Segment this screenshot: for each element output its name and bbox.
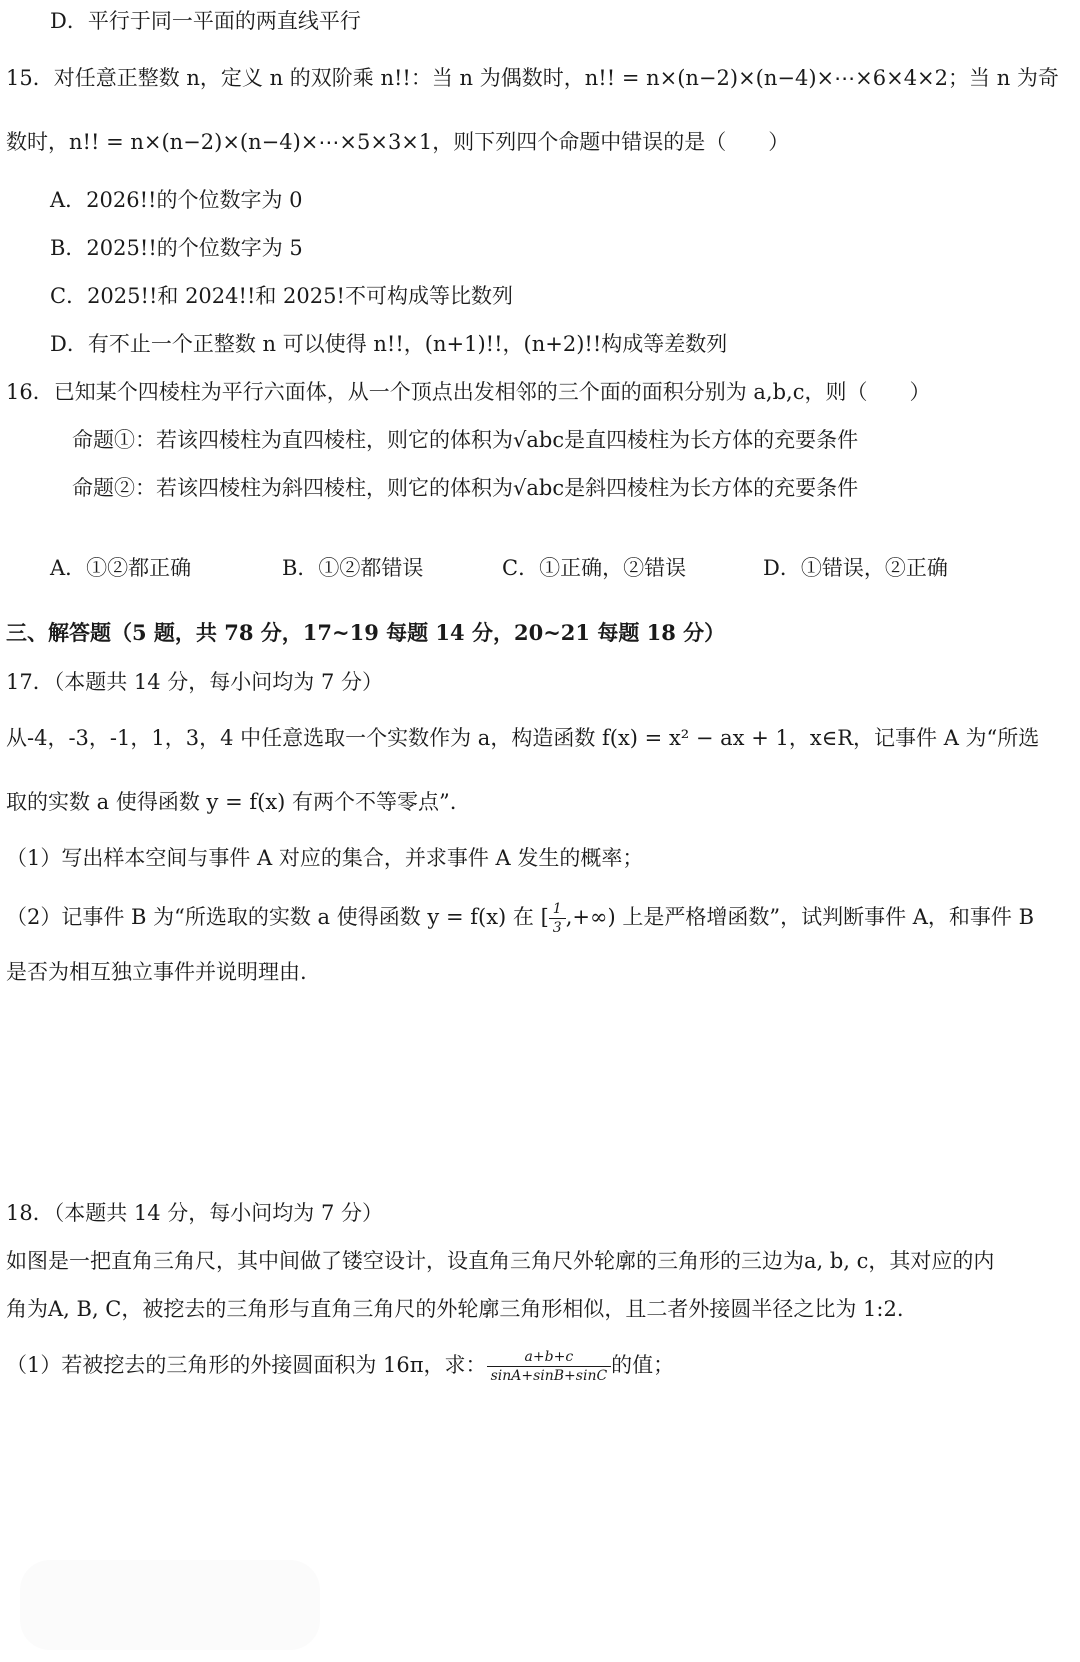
q15-option-d: D．有不止一个正整数 n 可以使得 n!!，(n+1)!!，(n+2)!!构成等差数列 <box>50 332 728 356</box>
q16-option-a: A．①②都正确 <box>50 556 192 580</box>
q15-stem-line2: 数时，n!! = n×(n−2)×(n−4)×⋯×5×3×1，则下列四个命题中错误的是（ ） <box>6 130 790 154</box>
q16-stem: 16．已知某个四棱柱为平行六面体，从一个顶点出发相邻的三个面的面积分别为 a,b,c，则（ ） <box>6 380 931 404</box>
scan-smudge <box>20 1560 320 1650</box>
q17-interval-fraction <box>549 900 566 937</box>
q17-part-1: （1）写出样本空间与事件 A 对应的集合，并求事件 A 发生的概率； <box>6 846 644 870</box>
q17-part-2-text-pre: （2）记事件 B 为“所选取的实数 a 使得函数 y = f(x) 在 [ <box>6 905 549 929</box>
q15-option-a: A．2026!!的个位数字为 0 <box>50 188 303 212</box>
q17-stem-line1: 从-4，-3，-1，1，3，4 中任意选取一个实数作为 a，构造函数 f(x) = x² − ax + 1，x∈R，记事件 A 为“所选 <box>6 726 1040 750</box>
q16-option-b: B．①②都错误 <box>282 556 424 580</box>
q15-option-b: B．2025!!的个位数字为 5 <box>50 236 303 260</box>
q16-proposition-1: 命题①：若该四棱柱为直四棱柱，则它的体积为√abc是直四棱柱为长方体的充要条件 <box>72 428 859 452</box>
q15-option-c: C．2025!!和 2024!!和 2025!不可构成等比数列 <box>50 284 513 308</box>
q17-part-2 <box>6 897 1034 937</box>
q17-stem-line2: 取的实数 a 使得函数 y = f(x) 有两个不等零点”. <box>6 790 457 814</box>
section-3-title: 三、解答题（5 题，共 78 分，17~19 每题 14 分，20~21 每题 18 分） <box>6 620 726 645</box>
q16-option-c: C．①正确，②错误 <box>502 556 687 580</box>
q14-option-d: D．平行于同一平面的两直线平行 <box>50 9 361 33</box>
q17-part-2-text-post: ,+∞) 上是严格增函数”，试判断事件 A，和事件 B <box>565 905 1035 929</box>
q17-part-2-line2: 是否为相互独立事件并说明理由. <box>6 960 307 984</box>
q18-ratio-fraction <box>487 1348 612 1385</box>
q16-options <box>50 553 1050 583</box>
q18-stem-line1: 如图是一把直角三角尺，其中间做了镂空设计，设直角三角尺外轮廓的三角形的三边为a, b, c，其对应的内 <box>6 1249 995 1273</box>
fraction-denominator: 3 <box>549 918 566 937</box>
q16-option-d: D．①错误，②正确 <box>763 556 948 580</box>
q18-part-1-text-pre: （1）若被挖去的三角形的外接圆面积为 16π，求： <box>6 1353 487 1377</box>
fraction-denominator: sinA+sinB+sinC <box>487 1366 612 1385</box>
q15-stem-line1: 15．对任意正整数 n，定义 n 的双阶乘 n!!：当 n 为偶数时，n!! = n×(n−2)×(n−4)×⋯×6×4×2；当 n 为奇 <box>6 66 1059 90</box>
q18-stem-line2: 角为A, B, C，被挖去的三角形与直角三角尺的外轮廓三角形相似，且二者外接圆半径之比为 1:2. <box>6 1297 904 1321</box>
q16-proposition-2: 命题②：若该四棱柱为斜四棱柱，则它的体积为√abc是斜四棱柱为长方体的充要条件 <box>72 476 859 500</box>
q18-part-1-text-post: 的值； <box>611 1353 675 1377</box>
fraction-numerator: 1 <box>552 901 562 917</box>
q18-header: 18．（本题共 14 分，每小问均为 7 分） <box>6 1201 384 1225</box>
q17-header: 17．（本题共 14 分，每小问均为 7 分） <box>6 670 384 694</box>
fraction-numerator: a+b+c <box>524 1349 574 1365</box>
q18-part-1 <box>6 1345 674 1385</box>
